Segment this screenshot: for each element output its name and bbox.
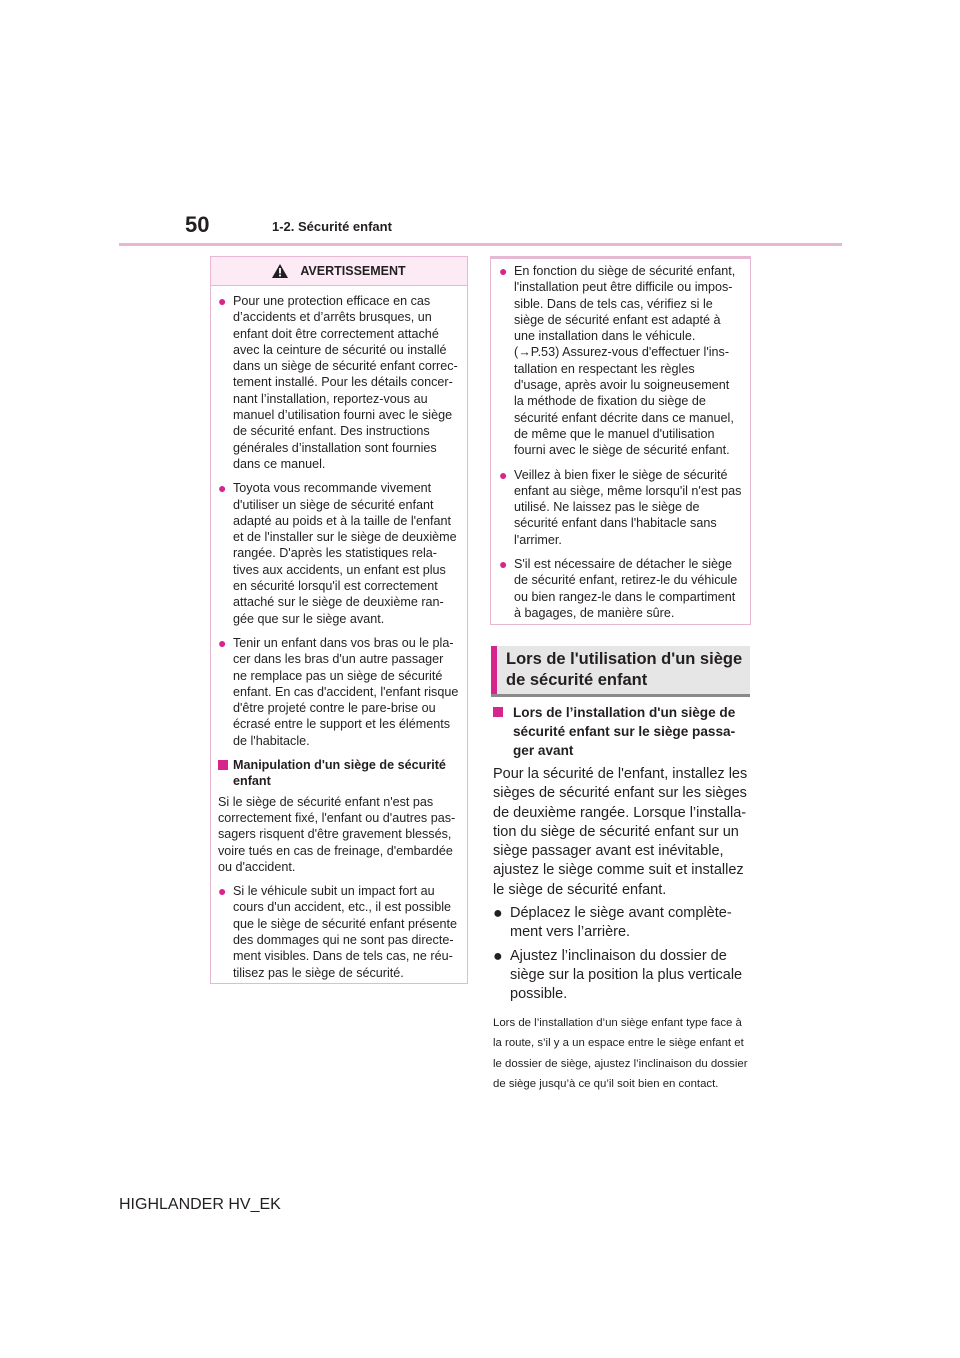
warning-box	[210, 256, 468, 984]
warning-subheading: Manipulation d'un siège de sécurité enfant	[218, 757, 460, 790]
list-item: ● Déplacez le siège avant complète-ment vers l’arrière.	[493, 904, 751, 943]
square-bullet-icon	[218, 760, 228, 770]
bullet-icon: ●	[499, 263, 508, 279]
list-item: ● Pour une protection efficace en cas d’accidents et d’arrêts brusques, un enfant doit être correctement attaché avec la ceinture de sécurité ou installé dans un siège de sécurité enfant correc-tement installé. Pour les détails concer-nant l’installation, reportez-vous au manuel d’utilisation fourni avec le siège de sécurité enfant. Des instructions générales d’installation sont fournies dans ce manuel.	[218, 293, 458, 471]
bullet-icon: ●	[218, 634, 227, 651]
warning-paragraph: Si le siège de sécurité enfant n'est pas correctement fixé, l'enfant ou d'autres pas-sagers risquent d'être gravement blessés, voire tués en cas de freinage, d'embardée ou d'accident.	[218, 794, 456, 874]
section-heading: Lors de l'utilisation d'un siège de sécurité enfant	[491, 646, 750, 694]
main-content	[493, 703, 751, 1095]
square-bullet-icon	[493, 707, 503, 717]
warning-title: AVERTISSEMENT	[300, 264, 406, 278]
list-item: ● Si le véhicule subit un impact fort au cours d'un accident, etc., il est possible que le siège de sécurité enfant présente des dommages qui ne sont pas directe-ment visibles. Dans de tels cas, ne réu-tilisez pas le siège de sécurité.	[218, 883, 458, 980]
list-item: ● Veillez à bien fixer le siège de sécurité enfant au siège, même lorsqu'il n'est pas utilisé. Ne laissez pas le siège de sécurité enfant dans l'habitacle sans l'arrimer.	[499, 466, 742, 547]
bullet-icon: ●	[218, 883, 227, 900]
list-item: ● Tenir un enfant dans vos bras ou le pla-cer dans les bras d'un autre passager ne remplace pas un siège de sécurité enfant. En cas d'accident, l'enfant risque d'être projeté contre le pare-brise ou écrasé entre le support et les éléments de l'habitacle.	[218, 634, 459, 748]
list-item: ● Ajustez l’inclinaison du dossier de siège sur la position la plus verticale possible.	[493, 947, 751, 1005]
bullet-icon: ●	[218, 293, 227, 309]
bullet-icon: ●	[499, 466, 508, 483]
warning-triangle-icon	[272, 264, 288, 278]
header-rule	[119, 243, 842, 246]
list-item: ● En fonction du siège de sécurité enfant, l'installation peut être difficile ou impos-sible. Dans de tels cas, vérifiez si le siège de sécurité enfant est adapté à une installation dans le véhicule. (→P.53) Assurez-vous d'effectuer l'ins-tallation en respectant les règles d'usage, après avoir lu soigneusement la méthode de fixation du siège de sécurité enfant décrite dans ce manuel, de même que le manuel d'utilisation fourni avec le siège de sécurité enfant.	[499, 263, 736, 458]
list-item: ● S'il est nécessaire de détacher le siège de sécurité enfant, retirez-le du véhicule ou bien rangez-le dans le compartiment à bagages, de manière sûre.	[499, 556, 738, 620]
page-number: 50	[185, 212, 210, 237]
body-paragraph: Pour la sécurité de l'enfant, installez les sièges de sécurité enfant sur les sièges de deuxième rangée. Lorsque l’installa-tion du siège de sécurité enfant sur un siège passager avant est inévitable, ajustez le siège comme suit et installez le siège de sécurité enfant.	[493, 766, 748, 898]
warning-box-continued	[490, 256, 751, 625]
bullet-icon: ●	[493, 947, 503, 965]
bullet-icon: ●	[218, 480, 227, 497]
subsection-heading: Lors de l’installation d'un siège de sécurité enfant sur le siège passa-ger avant	[493, 703, 751, 760]
bullet-icon: ●	[499, 556, 508, 573]
section-title: 1-2. Sécurité enfant	[272, 219, 392, 234]
note-paragraph: Lors de l’installation d’un siège enfant type face à la route, s’il y a un espace entre le siège enfant et le dossier de siège, ajustez l’inclinaison du dossier de siège jusqu’à ce qu’il soit bien en contact.	[493, 1016, 748, 1091]
warning-header	[211, 257, 467, 286]
bullet-icon: ●	[493, 905, 503, 923]
footer-model: HIGHLANDER HV_EK	[119, 1196, 281, 1213]
list-item: ● Toyota vous recommande vivement d'utiliser un siège de sécurité enfant adapté au poids et à la taille de l'enfant et de l'installer sur le siège de deuxième rangée. D'après les statistiques rela-tives aux accidents, un enfant est plus en sécurité lorsqu'il est correctement attaché sur le siège de deuxième ran-gée que sur le siège avant.	[218, 480, 457, 626]
